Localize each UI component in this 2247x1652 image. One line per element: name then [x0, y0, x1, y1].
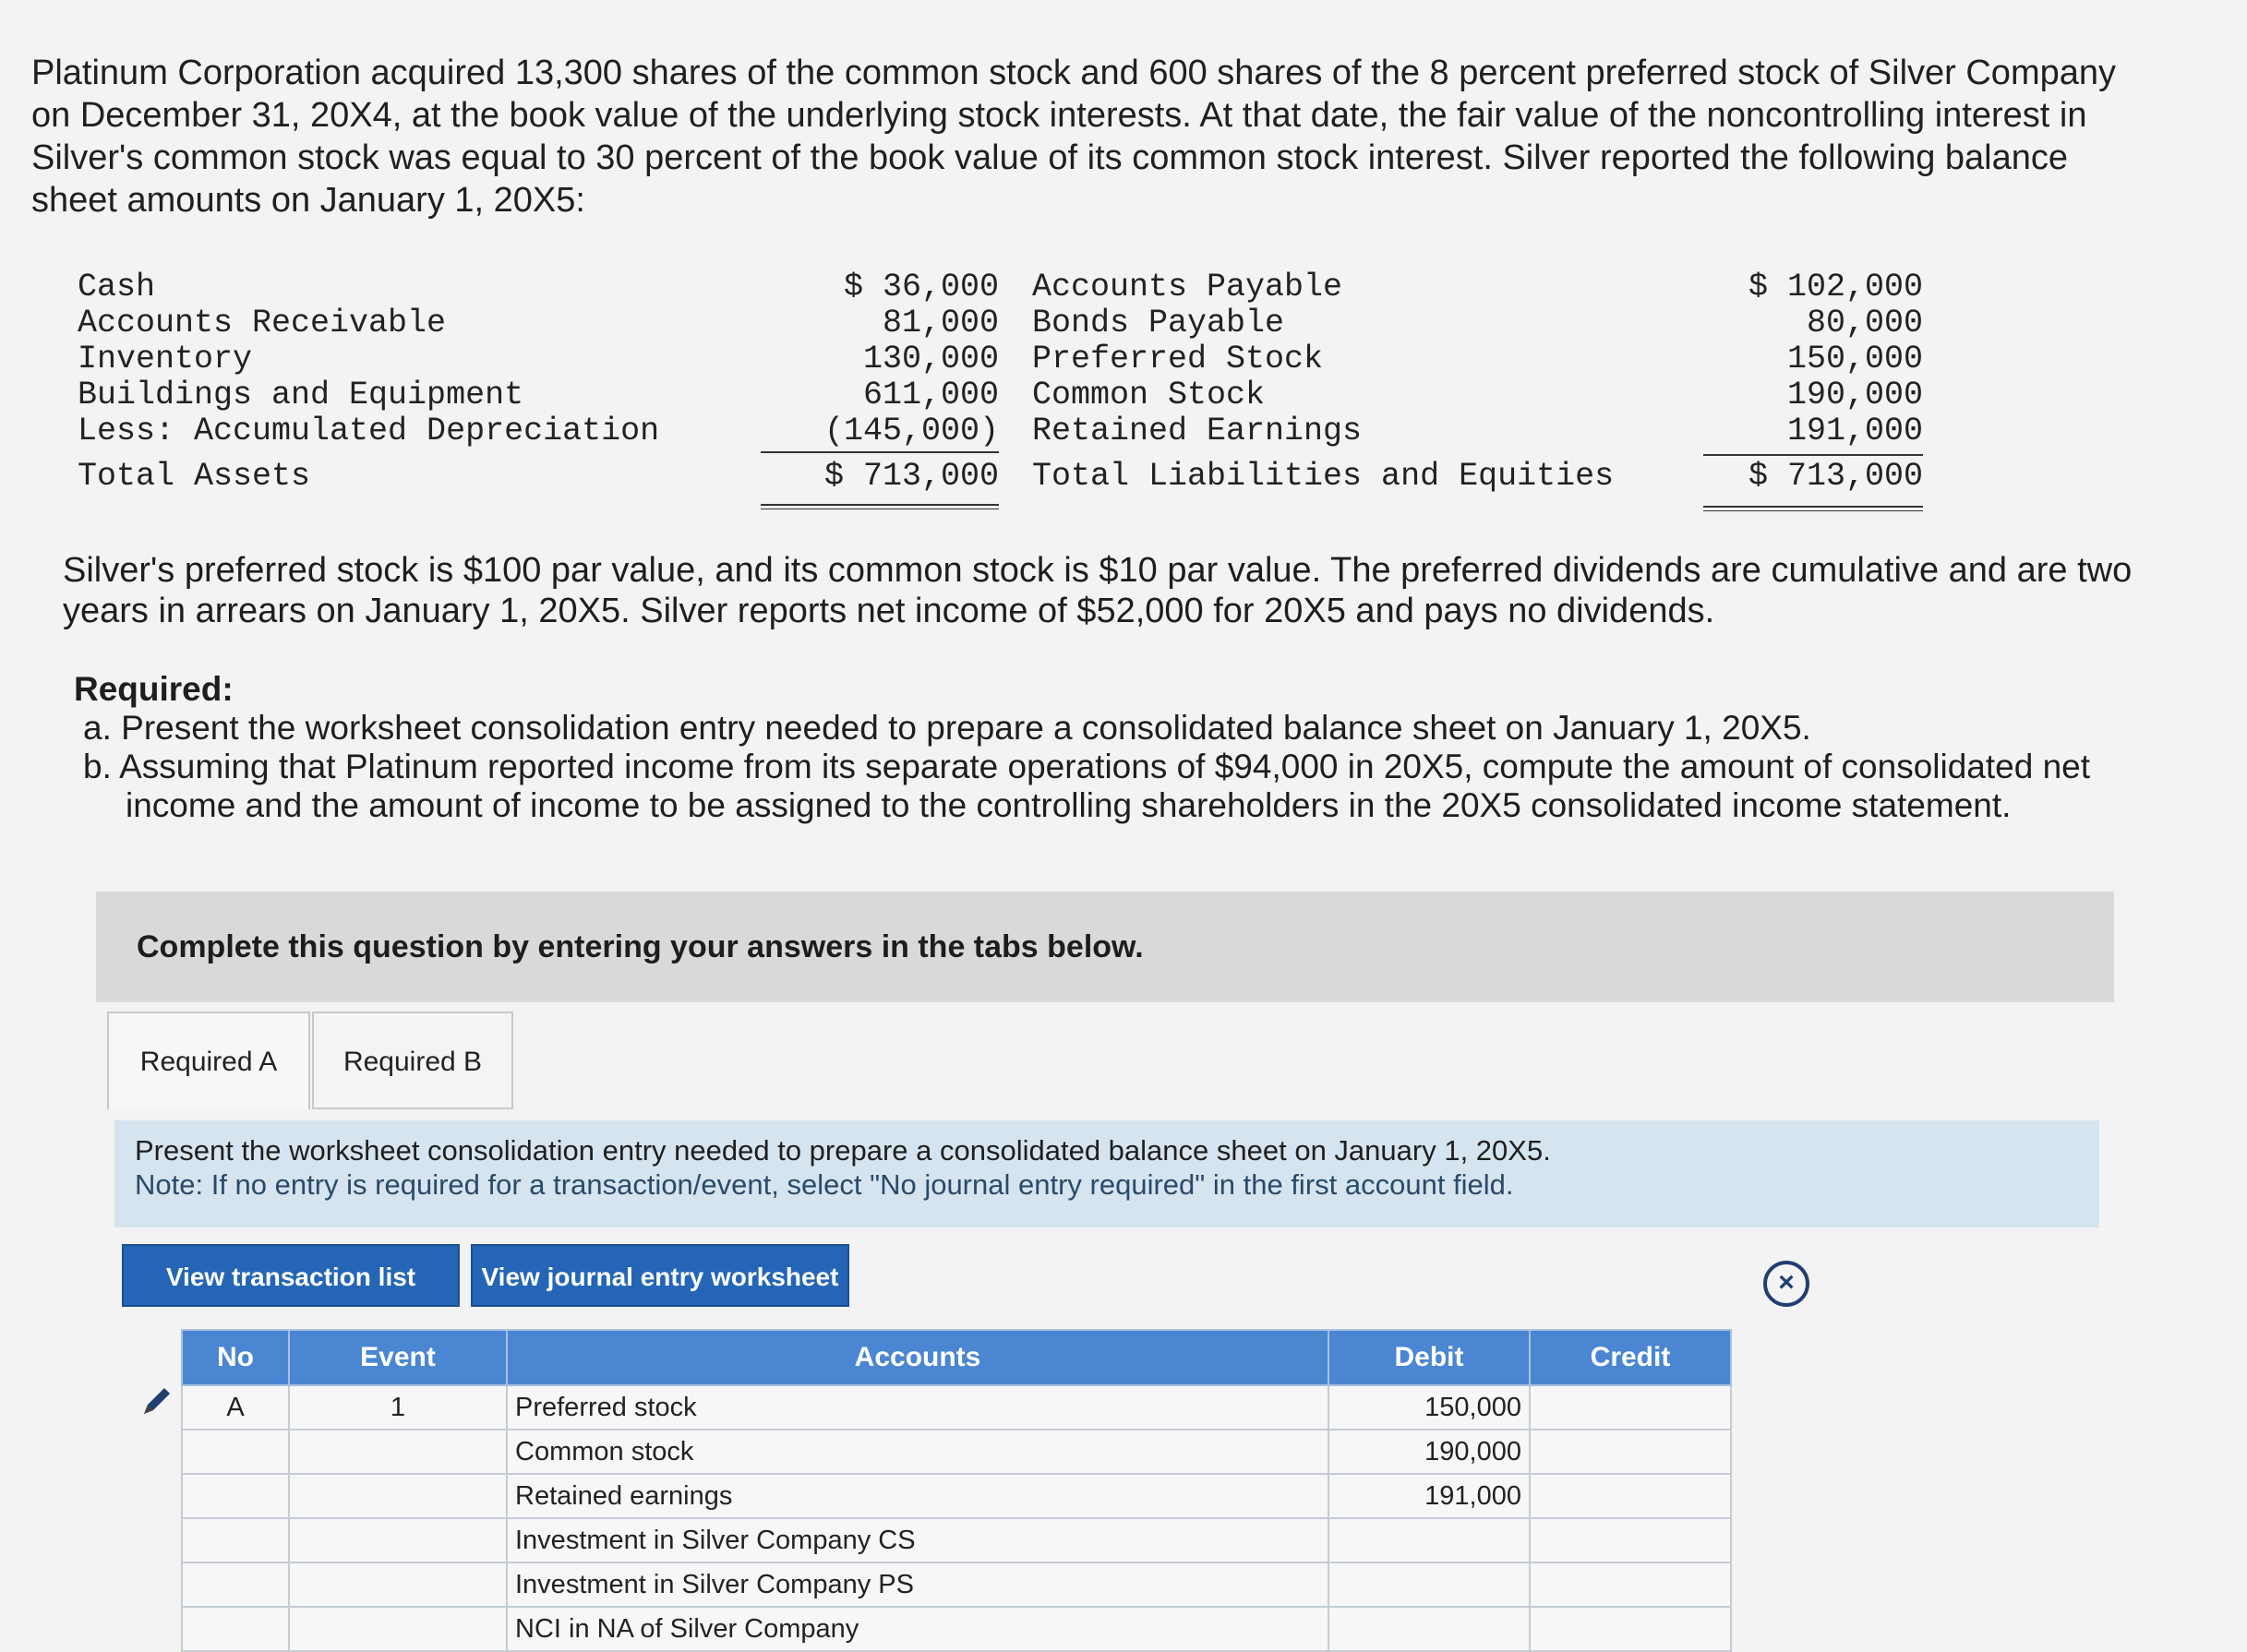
cell-account[interactable]: Preferred stock [507, 1385, 1328, 1430]
asset-label: Inventory [78, 341, 253, 377]
total-assets-value: $ 713,000 [823, 458, 999, 495]
cell-account[interactable]: Retained earnings [507, 1474, 1328, 1518]
note-line: years in arrears on January 1, 20X5. Silver reports net income of $52,000 for 20X5 and pays no dividends. [63, 592, 1715, 630]
total-rule-right [1703, 506, 1923, 508]
liability-value: 190,000 [1786, 377, 1923, 413]
asset-label: Buildings and Equipment [78, 377, 524, 413]
intro-line: on December 31, 20X4, at the book value of the underlying stock interests. At that date, the fair value of the noncontrolling interest in [31, 96, 2087, 135]
asset-label: Accounts Receivable [78, 305, 447, 341]
intro-line: sheet amounts on January 1, 20X5: [31, 181, 585, 220]
header-debit: Debit [1328, 1330, 1530, 1385]
liability-value: 191,000 [1786, 413, 1923, 449]
subtotal-rule-right [1703, 454, 1923, 456]
table-row [182, 1562, 1731, 1607]
asset-label: Less: Accumulated Depreciation [78, 413, 660, 449]
asset-value: 611,000 [862, 377, 999, 413]
assets-values [757, 269, 999, 495]
table-row [182, 1474, 1731, 1518]
liability-label: Preferred Stock [1032, 341, 1324, 377]
header-accounts: Accounts [507, 1330, 1328, 1385]
pencil-icon[interactable] [138, 1383, 175, 1419]
table-row [182, 1518, 1731, 1562]
asset-value: 81,000 [882, 305, 999, 341]
liability-label: Bonds Payable [1032, 305, 1285, 341]
cell-debit[interactable]: 190,000 [1328, 1430, 1530, 1474]
cell-debit[interactable] [1328, 1518, 1530, 1562]
cell-account[interactable]: Common stock [507, 1430, 1328, 1474]
header-event: Event [289, 1330, 507, 1385]
assets-labels [78, 269, 659, 495]
total-liabilities-value: $ 713,000 [1748, 458, 1923, 495]
subtotal-rule [761, 451, 999, 453]
table-row [182, 1385, 1731, 1430]
preferred-stock-note [63, 550, 2186, 631]
liability-value: 150,000 [1786, 341, 1923, 377]
required-b [74, 748, 2197, 825]
required-b-line1: b. Assuming that Platinum reported income from its separate operations of $94,000 in 20X5, compute the amount of consolidated net [83, 748, 2091, 785]
required-section [74, 670, 2197, 825]
total-liabilities-label: Total Liabilities and Equities [1032, 458, 1615, 495]
cell-no: A [182, 1385, 289, 1430]
cell-event: 1 [289, 1385, 507, 1430]
intro-line: Silver's common stock was equal to 30 percent of the book value of its common stock interest. Silver reported the following balance [31, 138, 2069, 177]
cell-credit[interactable] [1530, 1518, 1731, 1562]
cell-no [182, 1562, 289, 1607]
asset-value: 130,000 [862, 341, 999, 377]
cell-no [182, 1518, 289, 1562]
panel-note: Note: If no entry is required for a transaction/event, select "No journal entry required" in the first account field. [135, 1168, 1514, 1201]
cell-debit[interactable] [1328, 1562, 1530, 1607]
liability-label: Common Stock [1032, 377, 1266, 413]
asset-value: $ 36,000 [843, 269, 999, 305]
liabilities-values [1701, 269, 1923, 495]
cell-account[interactable]: Investment in Silver Company PS [507, 1562, 1328, 1607]
cell-event [289, 1474, 507, 1518]
panel-instruction: Present the worksheet consolidation entry needed to prepare a consolidated balance sheet on January 1, 20X5. [135, 1134, 1551, 1167]
journal-entry-table [181, 1329, 1732, 1652]
liability-value: 80,000 [1806, 305, 1923, 341]
total-rule [761, 504, 999, 506]
required-a: a. Present the worksheet consolidation entry needed to prepare a consolidated balance sheet on January 1, 20X5. [83, 709, 1811, 747]
intro-line: Platinum Corporation acquired 13,300 shares of the common stock and 600 shares of the 8 percent preferred stock of Silver Company [31, 54, 2116, 92]
cell-credit[interactable] [1530, 1474, 1731, 1518]
asset-value: (145,000) [823, 413, 999, 449]
note-line: Silver's preferred stock is $100 par value, and its common stock is $10 par value. The preferred dividends are cumulative and are two [63, 551, 2133, 590]
cell-no [182, 1474, 289, 1518]
cell-credit[interactable] [1530, 1385, 1731, 1430]
tab-required-b[interactable]: Required B [312, 1012, 513, 1109]
header-credit: Credit [1530, 1330, 1731, 1385]
cell-credit[interactable] [1530, 1562, 1731, 1607]
required-heading: Required: [74, 670, 234, 708]
required-b-line2: income and the amount of income to be assigned to the controlling shareholders in the 20X5 consolidated income statement. [126, 786, 2012, 824]
cell-debit[interactable]: 191,000 [1328, 1474, 1530, 1518]
view-transaction-list-button[interactable]: View transaction list [122, 1244, 460, 1307]
table-row [182, 1430, 1731, 1474]
cell-account[interactable]: Investment in Silver Company CS [507, 1518, 1328, 1562]
cell-debit[interactable]: 150,000 [1328, 1385, 1530, 1430]
liabilities-labels [1032, 269, 1614, 495]
total-assets-label: Total Assets [78, 458, 311, 495]
view-journal-entry-worksheet-button[interactable]: View journal entry worksheet [471, 1244, 849, 1307]
cell-event [289, 1518, 507, 1562]
header-no: No [182, 1330, 289, 1385]
liability-value: $ 102,000 [1748, 269, 1923, 305]
cell-event [289, 1562, 507, 1607]
cell-account[interactable]: NCI in NA of Silver Company [507, 1607, 1328, 1651]
total-double-rule-right [1703, 510, 1923, 511]
instructions-banner: Complete this question by entering your answers in the tabs below. [96, 892, 2114, 1002]
table-header-row [182, 1330, 1731, 1385]
problem-statement [31, 52, 2210, 221]
liability-label: Accounts Payable [1032, 269, 1343, 305]
close-icon[interactable]: × [1763, 1261, 1809, 1307]
cell-event [289, 1430, 507, 1474]
asset-label: Cash [78, 269, 156, 305]
instruction-panel [114, 1120, 2099, 1227]
cell-no [182, 1430, 289, 1474]
cell-credit[interactable] [1530, 1430, 1731, 1474]
liability-label: Retained Earnings [1032, 413, 1363, 449]
tab-required-a[interactable]: Required A [107, 1012, 310, 1109]
